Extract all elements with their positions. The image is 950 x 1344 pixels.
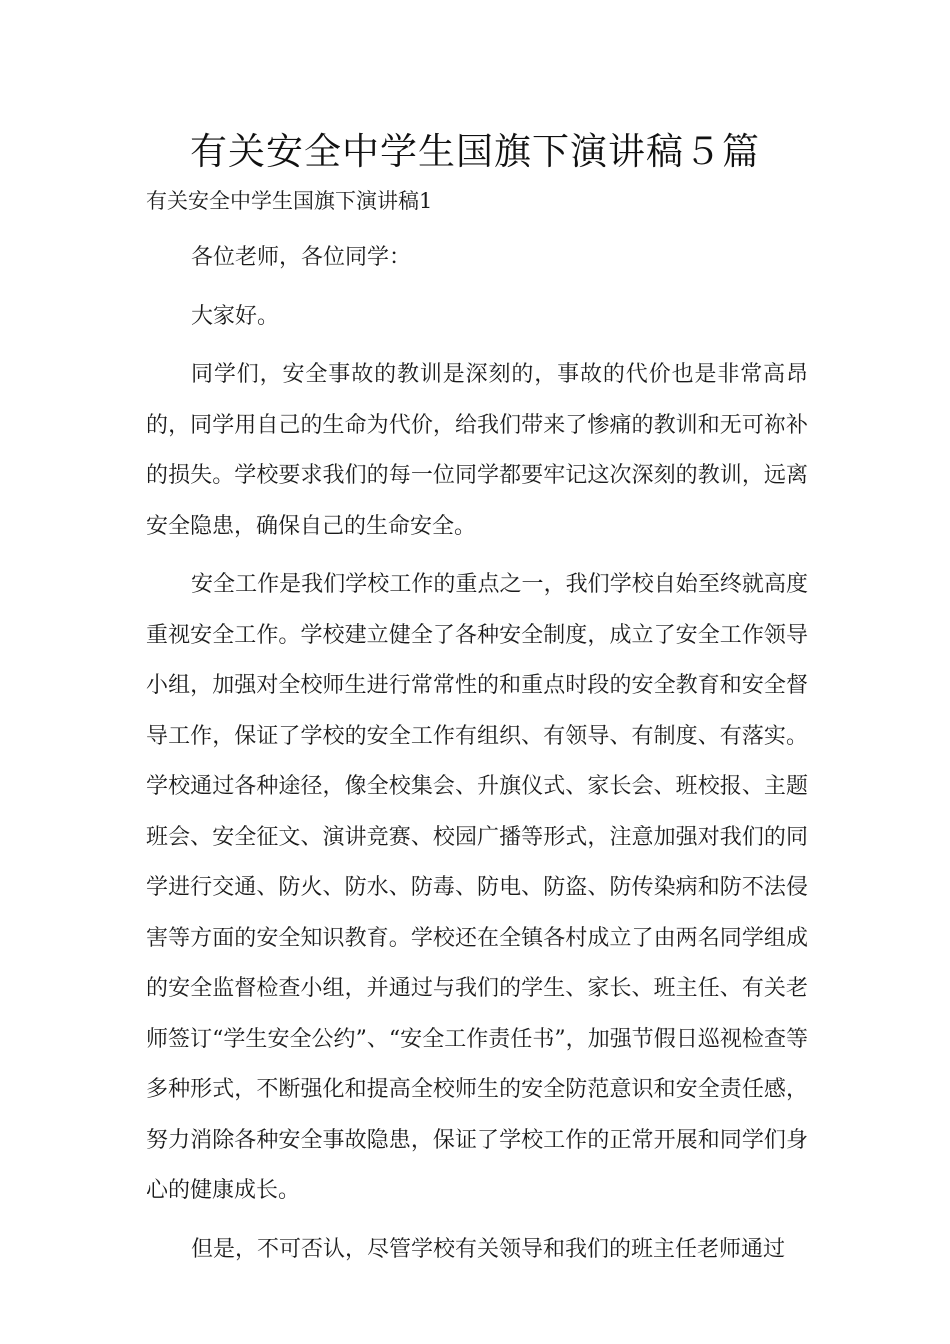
paragraph-safety-work: 安全工作是我们学校工作的重点之一，我们学校自始至终就高度重视安全工作。学校建立健全了各种安全制度，成立了安全工作领导小组，加强对全校师生进行常常性的和重点时段的安全教育和安全督导工作，保证了学校的安全工作有组织、有领导、有制度、有落实。学校通过各种途径，像全校集会、升旗仪式、家长会、班校报、主题班会、安全征文、演讲竞赛、校园广播等形式，注意加强对我们的同学进行交通、防火、防水、防毒、防电、防盗、防传染病和防不法侵害等方面的安全知识教育。学校还在全镇各村成立了由两名同学组成的安全监督检查小组，并通过与我们的学生、家长、班主任、有关老师签订“学生安全公约”、“安全工作责任书”，加强节假日巡视检查等多种形式，不断强化和提高全校师生的安全防范意识和安全责任感，努力消除各种安全事故隐患，保证了学校工作的正常开展和同学们身心的健康成长。 (146, 572, 808, 1203)
document-body (146, 233, 808, 1283)
document-title: 有关安全中学生国旗下演讲稿５篇 (190, 130, 760, 173)
paragraph-greeting: 各位老师，各位同学： (191, 245, 412, 270)
paragraph-hello: 大家好。 (191, 303, 280, 329)
paragraph-however: 但是，不可否认，尽管学校有关领导和我们的班主任老师通过 (191, 1236, 786, 1262)
section-heading: 有关安全中学生国旗下演讲稿1 (146, 189, 433, 213)
paragraph-lesson: 同学们，安全事故的教训是深刻的，事故的代价也是非常高昂的，同学用自己的生命为代价，给我们带来了惨痛的教训和无可祢补的损失。学校要求我们的每一位同学都要牢记这次深刻的教训，远离安全隐患，确保自己的生命安全。 (146, 362, 808, 539)
